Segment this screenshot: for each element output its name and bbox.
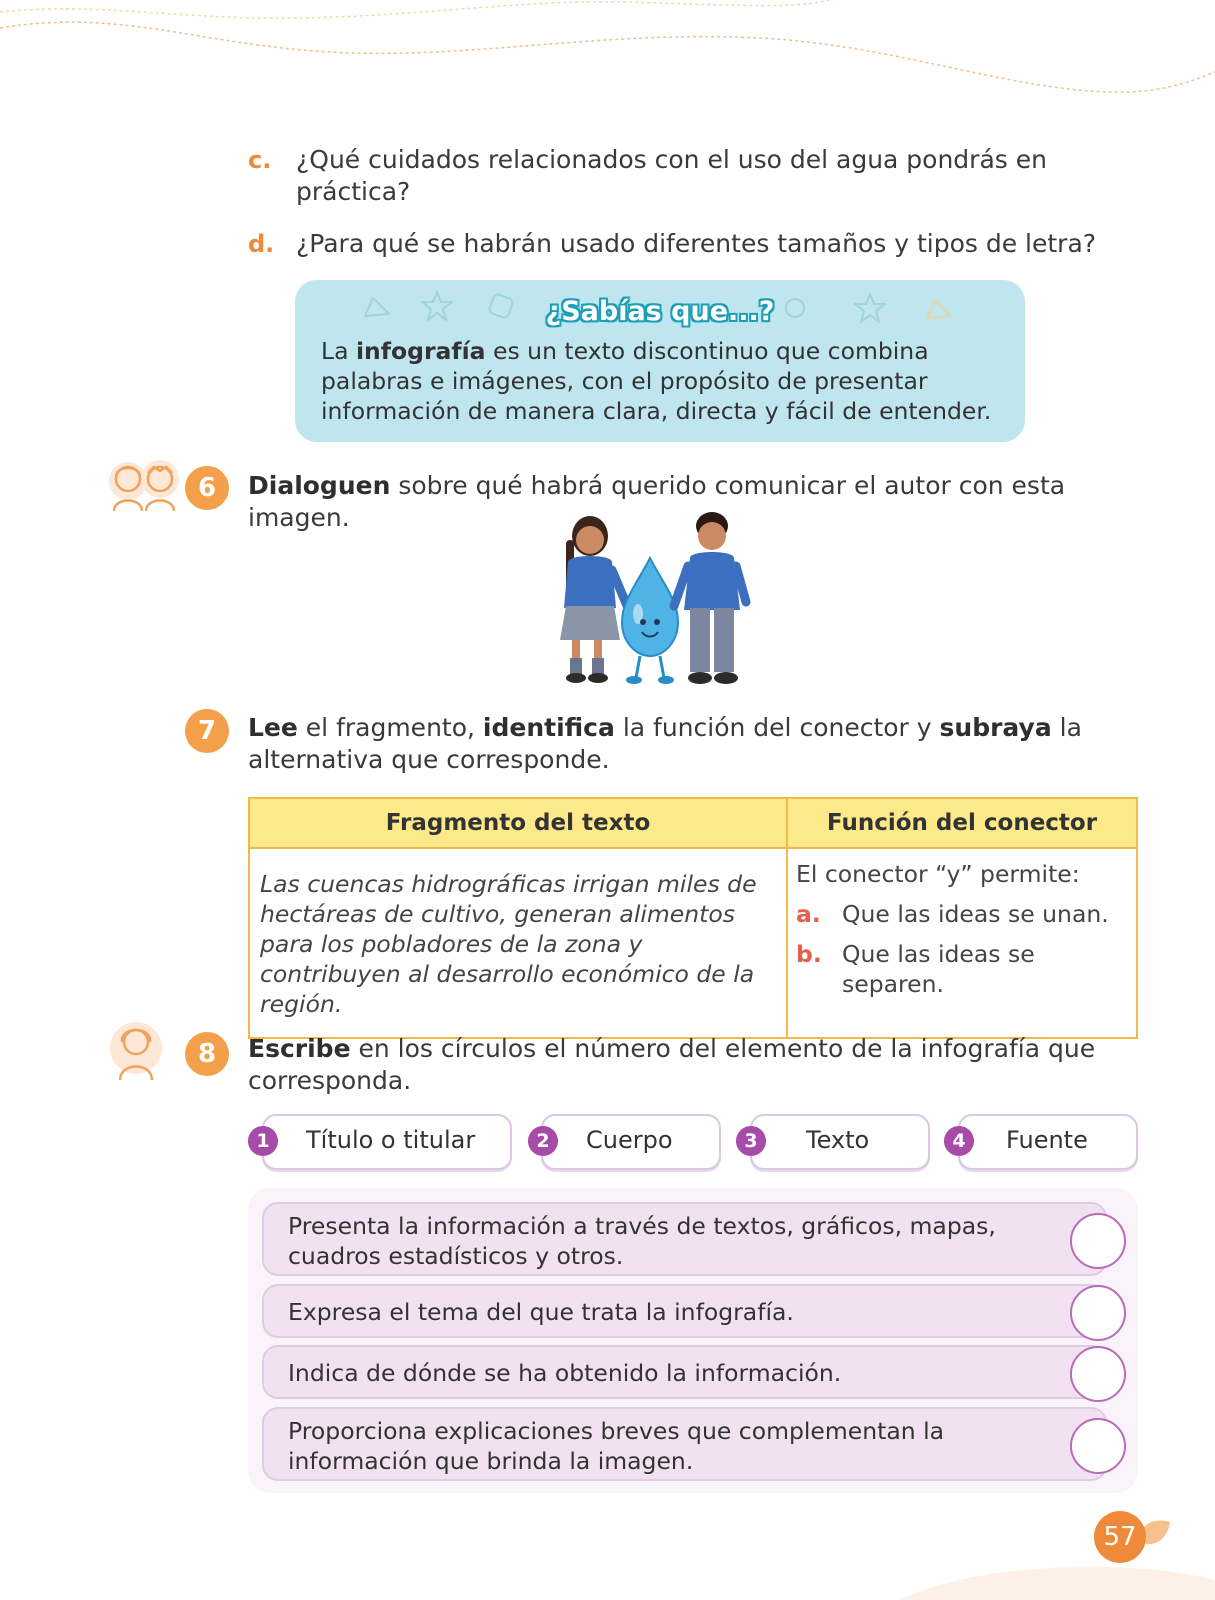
question-letter: c.: [248, 146, 272, 174]
instruction-verb: identifica: [482, 713, 615, 742]
option-letter: b.: [796, 940, 822, 968]
element-number-badge: 1: [248, 1126, 278, 1156]
description-text: Presenta la información a través de textos, gráficos, mapas, cuadros estadísticos y otros.: [288, 1212, 996, 1270]
function-intro: El conector “y” permite:: [796, 860, 1080, 888]
instruction-verb: subraya: [939, 713, 1052, 742]
instruction-text: el fragmento,: [297, 713, 483, 742]
element-number-badge: 2: [528, 1126, 558, 1156]
element-label: Fuente: [1006, 1126, 1088, 1154]
activity-8-instruction: [248, 1033, 1108, 1097]
description-text: Expresa el tema del que trata la infografía.: [288, 1298, 794, 1326]
activity-number-badge: 6: [185, 466, 229, 510]
instruction-verb: Dialoguen: [248, 471, 391, 500]
answer-circle[interactable]: [1070, 1346, 1126, 1402]
did-you-know-text: [321, 336, 1001, 426]
text-segment: es un texto discontinuo que combina palabras e imágenes, con el propósito de presentar información de manera clara, directa y fácil de entender.: [321, 337, 992, 425]
answer-circle[interactable]: [1070, 1418, 1126, 1474]
table-header-fragment: Fragmento del texto: [249, 798, 787, 848]
option-text: Que las ideas se unan.: [842, 900, 1109, 928]
top-wave-decoration: [0, 0, 1215, 110]
text-segment: La: [321, 337, 356, 365]
connector-function-cell: [787, 848, 1137, 1038]
option-letter: a.: [796, 900, 821, 928]
table-header-function: Función del conector: [787, 798, 1137, 848]
description-row: [262, 1407, 1107, 1481]
bottom-corner-decoration: [900, 1560, 1215, 1600]
element-label: Título o titular: [306, 1126, 476, 1154]
water-drop-children-illustration: [550, 510, 770, 694]
description-row: [262, 1345, 1107, 1399]
instruction-text: sobre qué habrá querido comunicar el autor con esta imagen.: [248, 471, 1066, 532]
description-row: [262, 1284, 1107, 1338]
description-text: Proporciona explicaciones breves que complementan la información que brinda la imagen.: [288, 1417, 945, 1475]
element-number-badge: 3: [736, 1126, 766, 1156]
question-text: ¿Para qué se habrán usado diferentes tamaños y tipos de letra?: [296, 229, 1097, 258]
instruction-text: la alternativa que corresponde.: [248, 713, 1082, 774]
element-number-badge: 4: [944, 1126, 974, 1156]
question-letter: d.: [248, 230, 275, 258]
did-you-know-box: [295, 280, 1025, 442]
question-text: ¿Qué cuidados relacionados con el uso del agua pondrás en práctica?: [296, 145, 1047, 206]
option-text: Que las ideas se separen.: [842, 940, 1035, 998]
answer-circle[interactable]: [1070, 1213, 1126, 1269]
pair-of-students-icon: [104, 455, 184, 519]
activity-7-instruction: [248, 712, 1108, 776]
student-icon: [106, 1018, 166, 1084]
answer-circle[interactable]: [1070, 1285, 1126, 1341]
text-fragment: Las cuencas hidrográficas irrigan miles de hectáreas de cultivo, generan alimentos para los pobladores de la zona y contribuyen al desarrollo económico de la región.: [249, 848, 787, 1038]
connector-table: [248, 797, 1138, 1039]
option-a[interactable]: [796, 899, 1126, 929]
instruction-text: la función del conector y: [614, 713, 940, 742]
element-label: Texto: [806, 1126, 870, 1154]
instruction-text: en los círculos el número del elemento de la infografía que corresponda.: [248, 1034, 1096, 1095]
did-you-know-title: ¿Sabías que...?: [545, 296, 775, 327]
option-b[interactable]: [796, 939, 1126, 999]
description-row: [262, 1202, 1107, 1276]
activity-number-badge: 7: [185, 709, 229, 753]
key-term: infografía: [355, 337, 486, 365]
description-text: Indica de dónde se ha obtenido la información.: [288, 1359, 842, 1387]
page-number: 57: [1094, 1511, 1146, 1563]
instruction-verb: Escribe: [248, 1034, 351, 1063]
element-label: Cuerpo: [586, 1126, 673, 1154]
activity-number-badge: 8: [185, 1032, 229, 1076]
instruction-verb: Lee: [248, 713, 298, 742]
